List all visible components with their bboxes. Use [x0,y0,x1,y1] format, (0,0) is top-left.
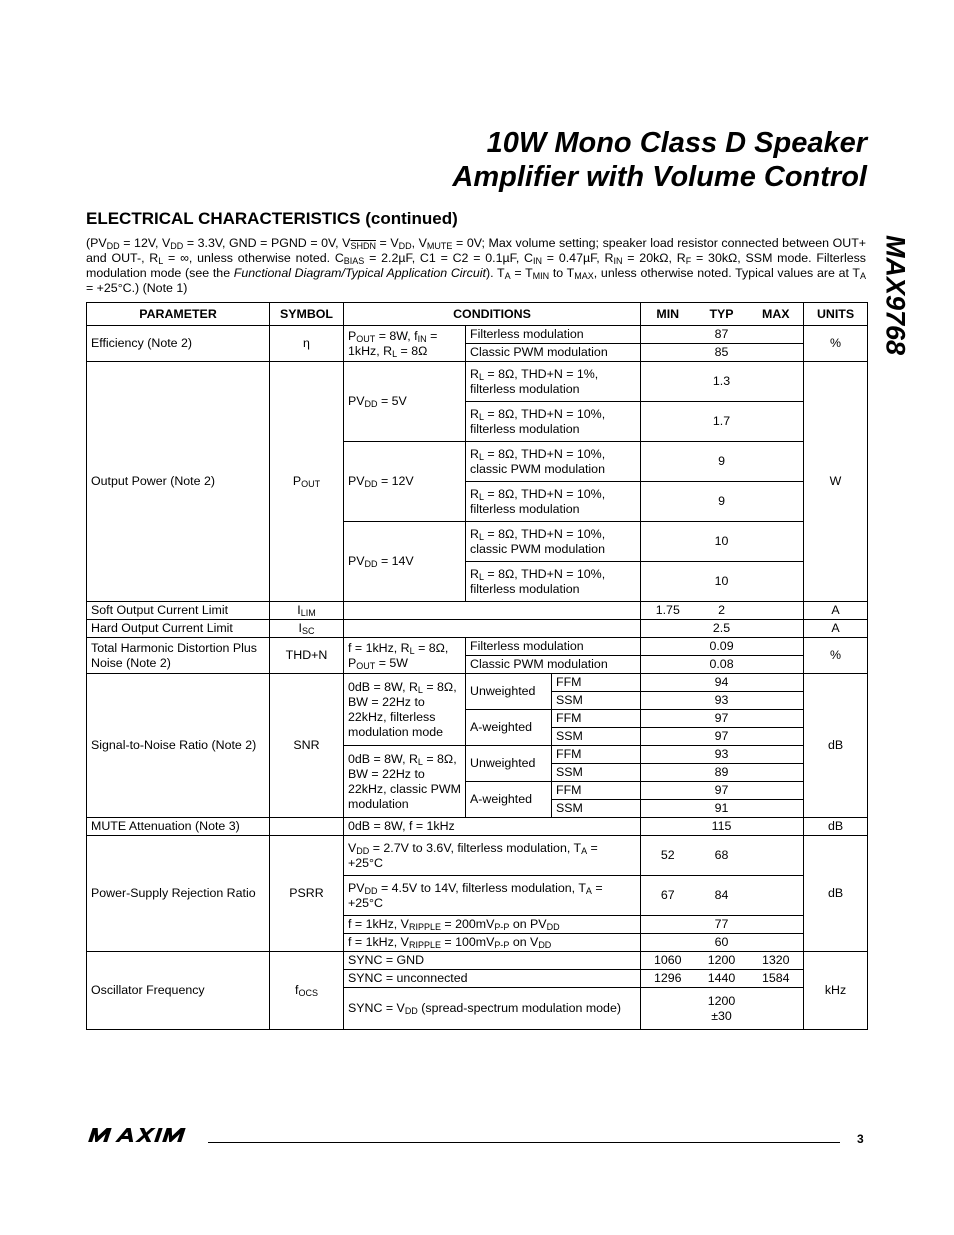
mode-label: SSM [552,728,641,746]
symbol-soft-limit: $I_{LIM}$ [270,602,344,620]
mode-label: FFM [552,746,641,764]
typ-value: 97 [695,782,749,800]
weight-label: A-weighted [466,710,552,746]
cond-cell: $R_L = 8\Omega$, THD+N = 1%, filterless modulation [466,362,641,402]
table-header-row [87,303,868,326]
units-hard-limit: A [804,620,868,638]
min-value: 1060 [641,952,695,970]
maxim-logo [87,1127,199,1148]
typ-value: 93 [695,692,749,710]
typ-value: 2.5 [695,620,749,638]
typ-value: 85 [695,344,749,362]
mode-label: SSM [552,692,641,710]
cond-cell: SYNC = GND [344,952,641,970]
typ-value: 97 [695,728,749,746]
typ-value: 1200 [695,952,749,970]
cond-cell: f = 1kHz, $V_{RIPPLE} = 200mV_{P-P}$ on $PV_{DD}$ [344,916,641,934]
symbol-efficiency: η [270,326,344,362]
header-conditions: CONDITIONS [344,303,641,326]
table-row [87,620,868,638]
mode-label: SSM [552,764,641,782]
units-soft-limit: A [804,602,868,620]
footer-rule [208,1142,840,1143]
title-line-1: 10W Mono Class D Speaker [486,127,867,159]
units-osc: kHz [804,952,868,1030]
table-row [87,952,868,970]
typ-value: 68 [695,836,749,876]
typ-value: 91 [695,800,749,818]
min-value: 52 [641,836,695,876]
cond-cell: $R_L = 8\Omega$, THD+N = 10%, classic PWM modulation [466,442,641,482]
min-value: 1296 [641,970,695,988]
weight-label: Unweighted [466,746,552,782]
header-units: UNITS [804,303,868,326]
cond-mute: 0dB = 8W, f = 1kHz [344,818,641,836]
param-snr: Signal-to-Noise Ratio (Note 2) [87,674,270,818]
units-output-power: W [804,362,868,602]
sub-cond: Filterless modulation [466,326,641,344]
table-row [87,362,868,402]
units-snr: dB [804,674,868,818]
title-line-2: Amplifier with Volume Control [452,161,867,193]
symbol-hard-limit: $I_{SC}$ [270,620,344,638]
typ-value: 10 [695,522,749,562]
cond-cell: $R_L = 8\Omega$, THD+N = 10%, classic PWM modulation [466,522,641,562]
weight-label: Unweighted [466,674,552,710]
cond-cell: $PV_{DD} = 4.5V$ to 14V, filterless modulation, $T_A = +25^\circ C$ [344,876,641,916]
supply-14v: $PV_{DD} = 14V$ [344,522,466,602]
param-soft-limit: Soft Output Current Limit [87,602,270,620]
header-parameter: PARAMETER [87,303,270,326]
cond-cell: $V_{DD} = 2.7V$ to 3.6V, filterless modulation, $T_A = +25^\circ C$ [344,836,641,876]
symbol-snr: SNR [270,674,344,818]
header-typ: TYP [695,303,749,326]
sub-cond: Classic PWM modulation [466,344,641,362]
cond-snr-filterless: 0dB = 8W, $R_L = 8\Omega$, BW = 22Hz to 22kHz, filterless modulation mode [344,674,466,746]
cond-cell: f = 1kHz, $V_{RIPPLE} = 100mV_{P-P}$ on $V_{DD}$ [344,934,641,952]
electrical-characteristics-table [86,302,868,1030]
typ-value: 115 [695,818,749,836]
mode-label: SSM [552,800,641,818]
param-efficiency: Efficiency (Note 2) [87,326,270,362]
cond-cell: $R_L = 8\Omega$, THD+N = 10%, filterless modulation [466,562,641,602]
typ-value: 60 [695,934,749,952]
typ-value: 89 [695,764,749,782]
typ-value: 0.09 [695,638,749,656]
page-number: 3 [857,1132,864,1146]
typ-value: 1440 [695,970,749,988]
cond-cell: $R_L = 8\Omega$, THD+N = 10%, filterless modulation [466,482,641,522]
table-row [87,674,868,692]
param-psrr: Power-Supply Rejection Ratio [87,836,270,952]
units-mute: dB [804,818,868,836]
typ-value: 1.7 [695,402,749,442]
symbol-thd: THD+N [270,638,344,674]
document-title [452,126,867,194]
symbol-osc: $f_{OCS}$ [270,952,344,1030]
typ-value: 9 [695,442,749,482]
header-min: MIN [641,303,695,326]
sub-cond: Classic PWM modulation [466,656,641,674]
header-max: MAX [749,303,804,326]
cond-cell: $R_L = 8\Omega$, THD+N = 10%, filterless modulation [466,402,641,442]
cond-cell: SYNC = $V_{DD}$ (spread-spectrum modulation mode) [344,988,641,1030]
part-number: MAX9768 [880,234,911,356]
typ-value: 93 [695,746,749,764]
max-value: 1320 [749,952,804,970]
header-symbol: SYMBOL [270,303,344,326]
param-osc: Oscillator Frequency [87,952,270,1030]
max-value: 1584 [749,970,804,988]
typ-value: 84 [695,876,749,916]
weight-label: A-weighted [466,782,552,818]
table-row [87,638,868,656]
sub-cond: Filterless modulation [466,638,641,656]
param-thd: Total Harmonic Distortion Plus Noise (Note 2) [87,638,270,674]
supply-12v: $PV_{DD} = 12V$ [344,442,466,522]
typ-value: 94 [695,674,749,692]
table-row [87,836,868,876]
typ-value: 2 [695,602,749,620]
typ-value: 77 [695,916,749,934]
symbol-output-power: $P_{OUT}$ [270,362,344,602]
units-psrr: dB [804,836,868,952]
typ-value: 10 [695,562,749,602]
section-title: ELECTRICAL CHARACTERISTICS (continued) [86,209,458,228]
units-thd: % [804,638,868,674]
param-hard-limit: Hard Output Current Limit [87,620,270,638]
mode-label: FFM [552,710,641,728]
supply-5v: $PV_{DD} = 5V$ [344,362,466,442]
typ-value: 87 [695,326,749,344]
table-row [87,326,868,344]
cond-cell: SYNC = unconnected [344,970,641,988]
cond-snr-pwm: 0dB = 8W, $R_L = 8\Omega$, BW = 22Hz to 22kHz, classic PWM modulation [344,746,466,818]
min-value: 67 [641,876,695,916]
mode-label: FFM [552,782,641,800]
table-row [87,602,868,620]
typ-value: 9 [695,482,749,522]
cond-thd: f = 1kHz, $R_L = 8\Omega$, $P_{OUT} = 5W$ [344,638,466,674]
units-efficiency: % [804,326,868,362]
param-mute: MUTE Attenuation (Note 3) [87,818,270,836]
part-number-vertical [880,215,910,375]
typ-value: 97 [695,710,749,728]
symbol-psrr: PSRR [270,836,344,952]
typ-value: 0.08 [695,656,749,674]
cond-efficiency: $P_{OUT} = 8W$, $f_{IN} = 1kHz$, $R_L = 8\Omega$ [344,326,466,362]
min-value: 1.75 [641,602,695,620]
table-row [87,818,868,836]
typ-value: 1200 ±30 [695,988,749,1030]
param-output-power: Output Power (Note 2) [87,362,270,602]
mode-label: FFM [552,674,641,692]
typ-value: 1.3 [695,362,749,402]
conditions-note: ($PV_{DD} = 12V$, $V_{DD} = 3.3V$, GND = PGND = 0V, $V_{SHDN} = V_{DD}$, $V_{MUTE} = 0V$; Max volume setting; speaker load resistor connected between OUT+ and OUT-, $R_L$ = ∞, unless otherwise noted. $C_{BIAS} = 2.2\mu F$, C1 = C2 = 0.1µF, $C_{IN} = 0.47\mu F$, $R_{IN} = 20k\Omega$, $R_F = 30k\Omega$, SSM mode. Filterless modulation mode (see the Functional Diagram/Typical Application Circuit). $T_A = T_{MIN}$ to $T_{MAX}$, unless otherwise noted. Typical values are at $T_A = +25^\circ C$.) (Note 1) [86,236,866,295]
